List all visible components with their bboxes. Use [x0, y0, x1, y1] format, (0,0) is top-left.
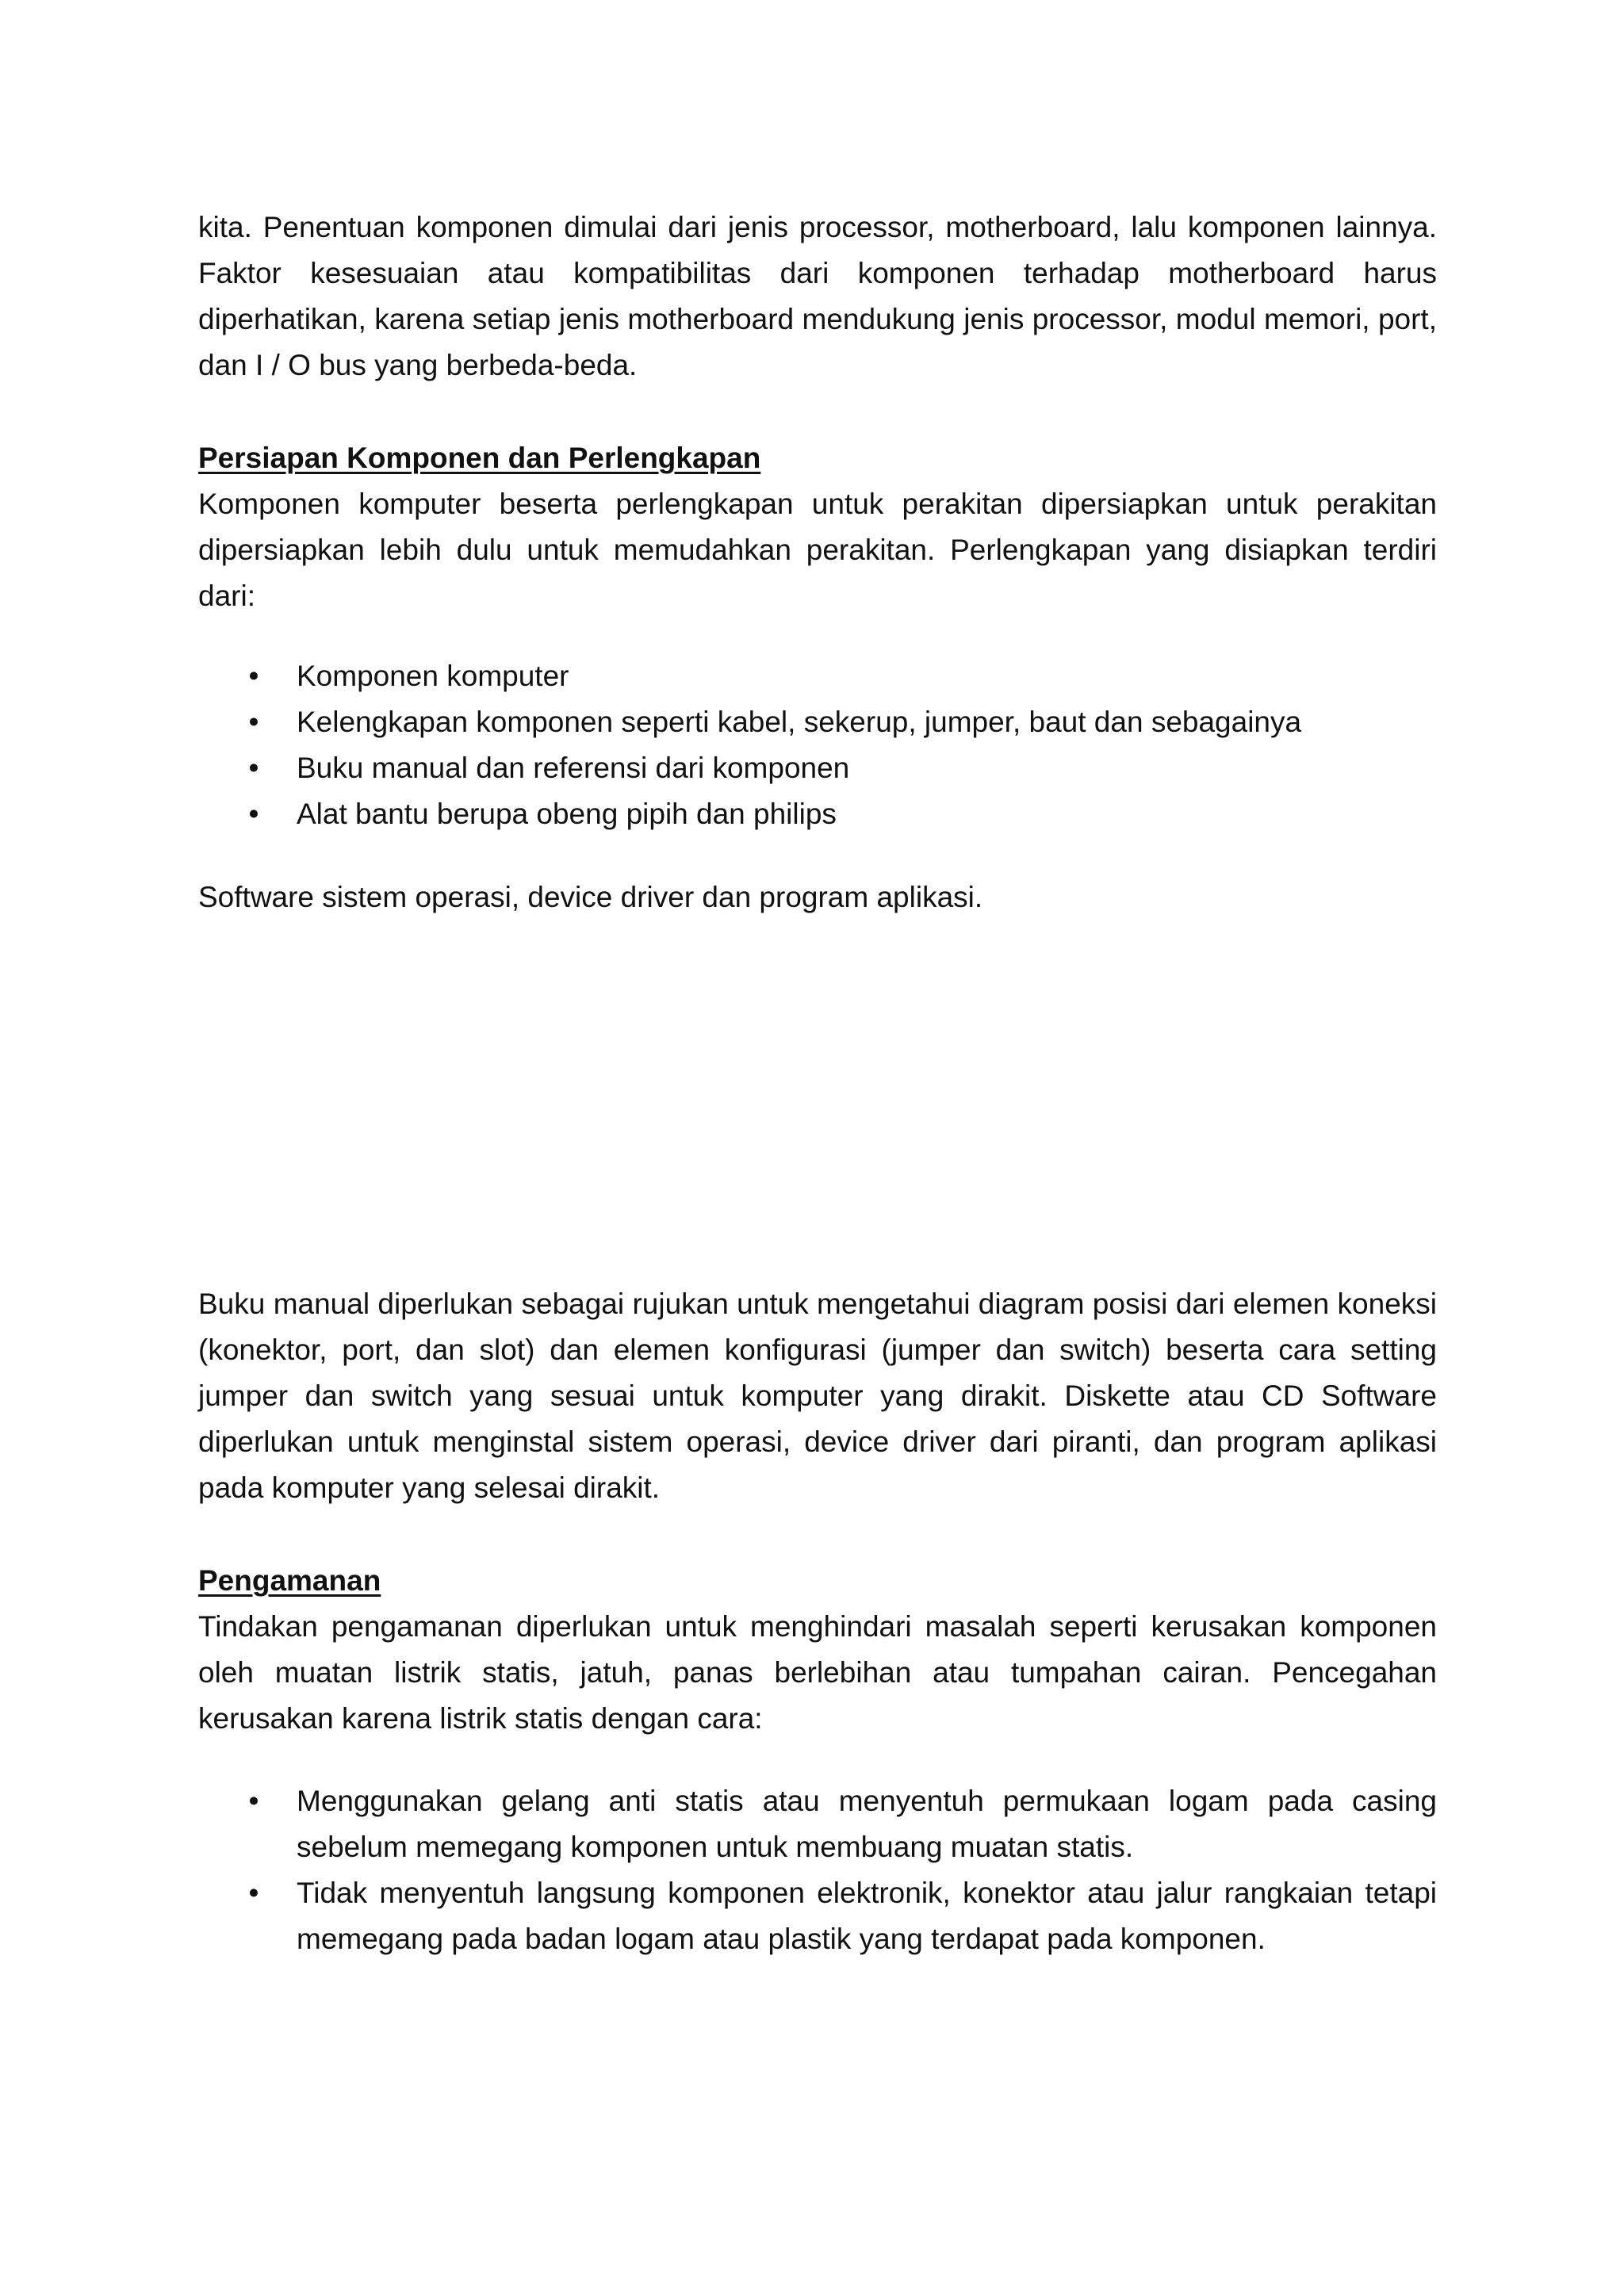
manual-paragraph: Buku manual diperlukan sebagai rujukan untuk mengetahui diagram posisi dari elemen koneksi (konektor, port, dan slot) dan elemen konfigurasi (jumper dan switch) beserta cara setting jumper dan switch yang sesuai untuk komputer yang dirakit. Diskette atau CD Software diperlukan untuk menginstal sistem operasi, device driver dari piranti, dan program aplikasi pada komputer yang selesai dirakit.	[198, 1288, 1437, 1504]
persiapan-paragraph: Komponen komputer beserta perlengkapan untuk perakitan dipersiapkan untuk perakitan dipersiapkan lebih dulu untuk memudahkan perakitan. Perlengkapan yang disiapkan terdiri dari:	[198, 488, 1437, 612]
bullet-icon: •	[248, 1877, 259, 1909]
pencegahan-list	[198, 1778, 1437, 1962]
list-item	[198, 1778, 1437, 1870]
bullet-icon: •	[248, 1785, 259, 1817]
list-item-text: Kelengkapan komponen seperti kabel, sekerup, jumper, baut dan sebagainya	[297, 706, 1302, 738]
bullet-icon: •	[248, 798, 259, 830]
intro-paragraph: kita. Penentuan komponen dimulai dari jenis processor, motherboard, lalu komponen lainnya. Faktor kesesuaian atau kompatibilitas dari komponen terhadap motherboard harus diperhatikan, karena setiap jenis motherboard mendukung jenis processor, modul memori, port, dan I / O bus yang berbeda-beda.	[198, 211, 1437, 381]
list-item-text: Alat bantu berupa obeng pipih dan philips	[297, 798, 837, 830]
intro-section	[198, 205, 1437, 388]
perlengkapan-list	[198, 653, 1437, 837]
pengamanan-section	[198, 1558, 1437, 1962]
pengamanan-paragraph: Tindakan pengamanan diperlukan untuk menghindari masalah seperti kerusakan komponen oleh muatan listrik statis, jatuh, panas berlebihan atau tumpahan cairan. Pencegahan kerusakan karena listrik statis dengan cara:	[198, 1610, 1437, 1735]
list-item-text: Menggunakan gelang anti statis atau menyentuh permukaan logam pada casing sebelum memegang komponen untuk membuang muatan statis.	[297, 1785, 1437, 1863]
persiapan-section	[198, 435, 1437, 920]
list-item	[198, 653, 1437, 699]
list-item	[198, 1870, 1437, 1962]
list-item	[198, 791, 1437, 837]
bullet-icon: •	[248, 660, 259, 692]
bullet-icon: •	[248, 706, 259, 738]
list-item	[198, 699, 1437, 745]
software-paragraph: Software sistem operasi, device driver dan program aplikasi.	[198, 881, 983, 913]
manual-section	[198, 1281, 1437, 1511]
pengamanan-heading: Pengamanan	[198, 1564, 381, 1597]
persiapan-heading: Persiapan Komponen dan Perlengkapan	[198, 442, 761, 474]
bullet-icon: •	[248, 752, 259, 784]
list-item-text: Buku manual dan referensi dari komponen	[297, 752, 850, 784]
list-item-text: Tidak menyentuh langsung komponen elektronik, konektor atau jalur rangkaian tetapi memegang pada badan logam atau plastik yang terdapat pada komponen.	[297, 1877, 1437, 1955]
list-item	[198, 745, 1437, 791]
list-item-text: Komponen komputer	[297, 660, 569, 692]
